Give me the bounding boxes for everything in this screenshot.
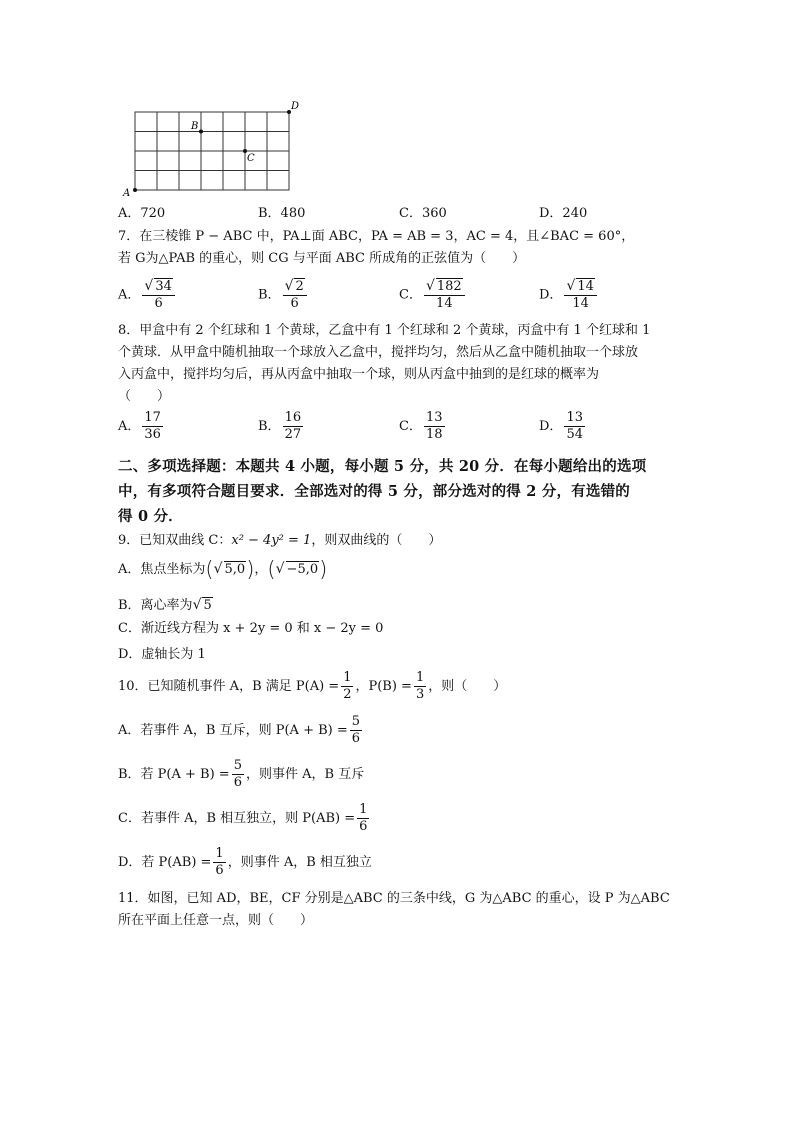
q10-option-a-fraction	[350, 714, 362, 747]
q8-option-c	[399, 410, 447, 443]
q10-pb-num: 1	[415, 670, 425, 685]
q7-option-c-label: C．	[399, 287, 422, 303]
q8-option-a	[118, 410, 165, 443]
q10-stem-pre: 10．已知随机事件 A，B 满足 P(A) =	[118, 679, 340, 694]
point-b	[199, 130, 203, 134]
q7-option-d	[539, 278, 599, 312]
q10-option-a-num: 5	[351, 714, 361, 729]
q8-option-a-fraction	[142, 410, 163, 443]
q10-option-b-num: 5	[233, 758, 242, 773]
q10-option-c-den: 6	[359, 819, 368, 834]
q8-line-4: （ ）	[118, 389, 171, 404]
q8-option-c-label: C．	[399, 419, 422, 434]
q7-option-b-label: B．	[258, 287, 281, 303]
q10-option-c	[118, 802, 371, 835]
q6-option-a: A．720	[118, 206, 166, 221]
q9-option-a-pre: A．焦点坐标为	[118, 562, 206, 577]
q8-option-b	[258, 410, 305, 443]
q8-option-d	[539, 410, 587, 443]
q7-option-b-num: 2	[295, 279, 304, 294]
q10-option-c-pre: C．若事件 A，B 相互独立，则 P(AB) =	[118, 811, 356, 826]
q8-option-c-den: 18	[425, 427, 443, 442]
q8-option-b-num: 16	[284, 410, 302, 425]
label-d: D	[291, 101, 300, 112]
q7-option-c-fraction: $\frac{√ 182}{14}$	[424, 278, 465, 312]
q7-line-1-pre: 7．在三棱锥 P − ABC 中，	[118, 229, 283, 244]
section2-line-1: 二、多项选择题：本题共 4 小题，每小题 5 分，共 20 分．在每小题给出的选项	[118, 458, 647, 475]
q8-line-2: 个黄球．从甲盒中随机抽取一个球放入乙盒中，搅拌均匀，然后从乙盒中随机抽取一个球放	[118, 345, 639, 360]
q10-pa-fraction	[341, 670, 353, 703]
q6-option-b: B．480	[258, 206, 306, 221]
q10-option-b-fraction	[232, 758, 244, 791]
q10-option-c-fraction	[357, 802, 369, 835]
q8-option-b-label: B．	[258, 419, 281, 434]
q8-option-d-den: 54	[566, 427, 583, 442]
q10-option-a-pre: A．若事件 A，B 互斥，则 P(A + B) =	[118, 723, 348, 738]
q6-option-d: D．240	[539, 206, 588, 221]
q7-option-b-fraction: $\frac{√ 2}{6}$	[283, 278, 307, 312]
q10-option-d-pre: D．若 P(AB) =	[118, 855, 212, 870]
label-a: A	[123, 188, 131, 198]
q8-option-c-num: 13	[425, 410, 443, 425]
grid-figure	[118, 98, 303, 198]
q10-pa-den: 2	[343, 687, 352, 702]
q7-option-c	[399, 278, 467, 312]
q11-line-1: 11．如图，已知 AD，BE，CF 分别是△ABC 的三条中线，G 为△ABC 的重心，设 P 为△ABC	[118, 891, 670, 906]
q10-pb-fraction	[414, 670, 426, 703]
q8-option-d-fraction	[564, 410, 585, 443]
q9-option-a-point1: 5,0	[224, 562, 246, 577]
q8-line-3: 入丙盒中，搅拌均匀后，再从丙盒中抽取一个球，则从丙盒中抽到的是红球的概率为	[118, 367, 600, 382]
q7-option-a-den: 6	[154, 296, 163, 311]
label-b: B	[191, 121, 199, 132]
point-a	[133, 188, 137, 192]
q8-option-a-num: 17	[144, 410, 161, 425]
q9-option-d: D．虚轴长为 1	[118, 647, 206, 662]
q7-option-d-num: 14	[577, 279, 594, 294]
q7-option-d-label: D．	[539, 287, 563, 303]
label-c: C	[247, 153, 255, 164]
q9-option-a-point2: −5,0	[286, 562, 319, 577]
q8-option-b-den: 27	[284, 427, 302, 442]
q8-option-d-num: 13	[566, 410, 583, 425]
q9-option-c: C．渐近线方程为 x + 2y = 0 和 x − 2y = 0	[118, 621, 384, 636]
q9-stem	[118, 532, 441, 550]
section2-line-3: 得 0 分．	[118, 508, 183, 525]
q9-stem-pre: 9．已知双曲线 C：	[118, 533, 232, 548]
q9-option-b: B．离心率为√ 5	[118, 597, 212, 613]
q9-stem-equation: x² − 4y² = 1	[231, 533, 312, 548]
q8-option-c-fraction	[424, 410, 445, 443]
q10-option-a	[118, 714, 364, 747]
q7-option-d-den: 14	[572, 296, 589, 311]
q9-option-b-pre: B．离心率为	[118, 598, 193, 613]
q10-option-b-pre: B．若 P(A + B) =	[118, 767, 230, 782]
q7-option-c-num: 182	[436, 279, 462, 294]
q10-stem	[118, 670, 506, 703]
q7-line-1-mid: PA⊥面 ABC，PA = AB = 3，AC = 4，且∠BAC = 60°，	[282, 229, 635, 244]
q8-option-d-label: D．	[539, 419, 563, 434]
q8-line-1: 8．甲盒中有 2 个红球和 1 个黄球，乙盒中有 1 个红球和 2 个黄球，丙盒中有 1 个红球和 1	[118, 323, 651, 338]
q7-option-b	[258, 278, 309, 312]
section2-line-2: 中，有多项符合题目要求．全部选对的得 5 分，部分选对的得 2 分，有选错的	[118, 483, 630, 500]
q9-stem-post: ，则双曲线的（ ）	[311, 533, 442, 548]
q10-stem-mid: ，P(B) =	[355, 679, 412, 694]
q10-option-a-den: 6	[351, 731, 361, 746]
q10-option-b	[118, 758, 364, 791]
q10-option-d	[118, 846, 372, 879]
q7-option-d-fraction: $\frac{√ 14}{14}$	[564, 278, 596, 312]
q7-option-b-den: 6	[290, 296, 299, 311]
q8-option-b-fraction	[283, 410, 304, 443]
q10-option-d-fraction	[213, 846, 225, 879]
q10-option-c-num: 1	[359, 802, 368, 817]
q8-option-a-label: A．	[118, 419, 141, 434]
q9-option-b-radicand: 5	[203, 598, 212, 613]
q9-option-a: A．焦点坐标为(√ 5,0)，(√ −5,0)	[118, 557, 328, 582]
q10-option-d-post: ，则事件 A，B 相互独立	[227, 855, 372, 870]
q7-option-a-label: A．	[118, 287, 141, 303]
q7-option-a-fraction: $\frac{√ 34}{6}$	[142, 278, 174, 312]
q6-option-c: C．360	[399, 206, 447, 221]
q7-line-1	[118, 228, 634, 246]
q10-option-b-den: 6	[233, 775, 242, 790]
q10-pa-num: 1	[343, 670, 352, 685]
q7-option-c-den: 14	[436, 296, 453, 311]
q10-option-b-post: ，则事件 A，B 互斥	[245, 767, 365, 782]
q10-pb-den: 3	[415, 687, 425, 702]
q7-option-a-num: 34	[155, 279, 172, 294]
q8-option-a-den: 36	[144, 427, 161, 442]
q7-line-2: 若 G为△PAB 的重心，则 CG 与平面 ABC 所成角的正弦值为（ ）	[118, 251, 526, 266]
q10-option-d-num: 1	[215, 846, 224, 861]
q10-stem-post: ，则（ ）	[428, 679, 507, 694]
q7-option-a	[118, 278, 177, 312]
q10-option-d-den: 6	[215, 863, 224, 878]
q11-line-2: 所在平面上任意一点，则（ ）	[118, 913, 314, 928]
